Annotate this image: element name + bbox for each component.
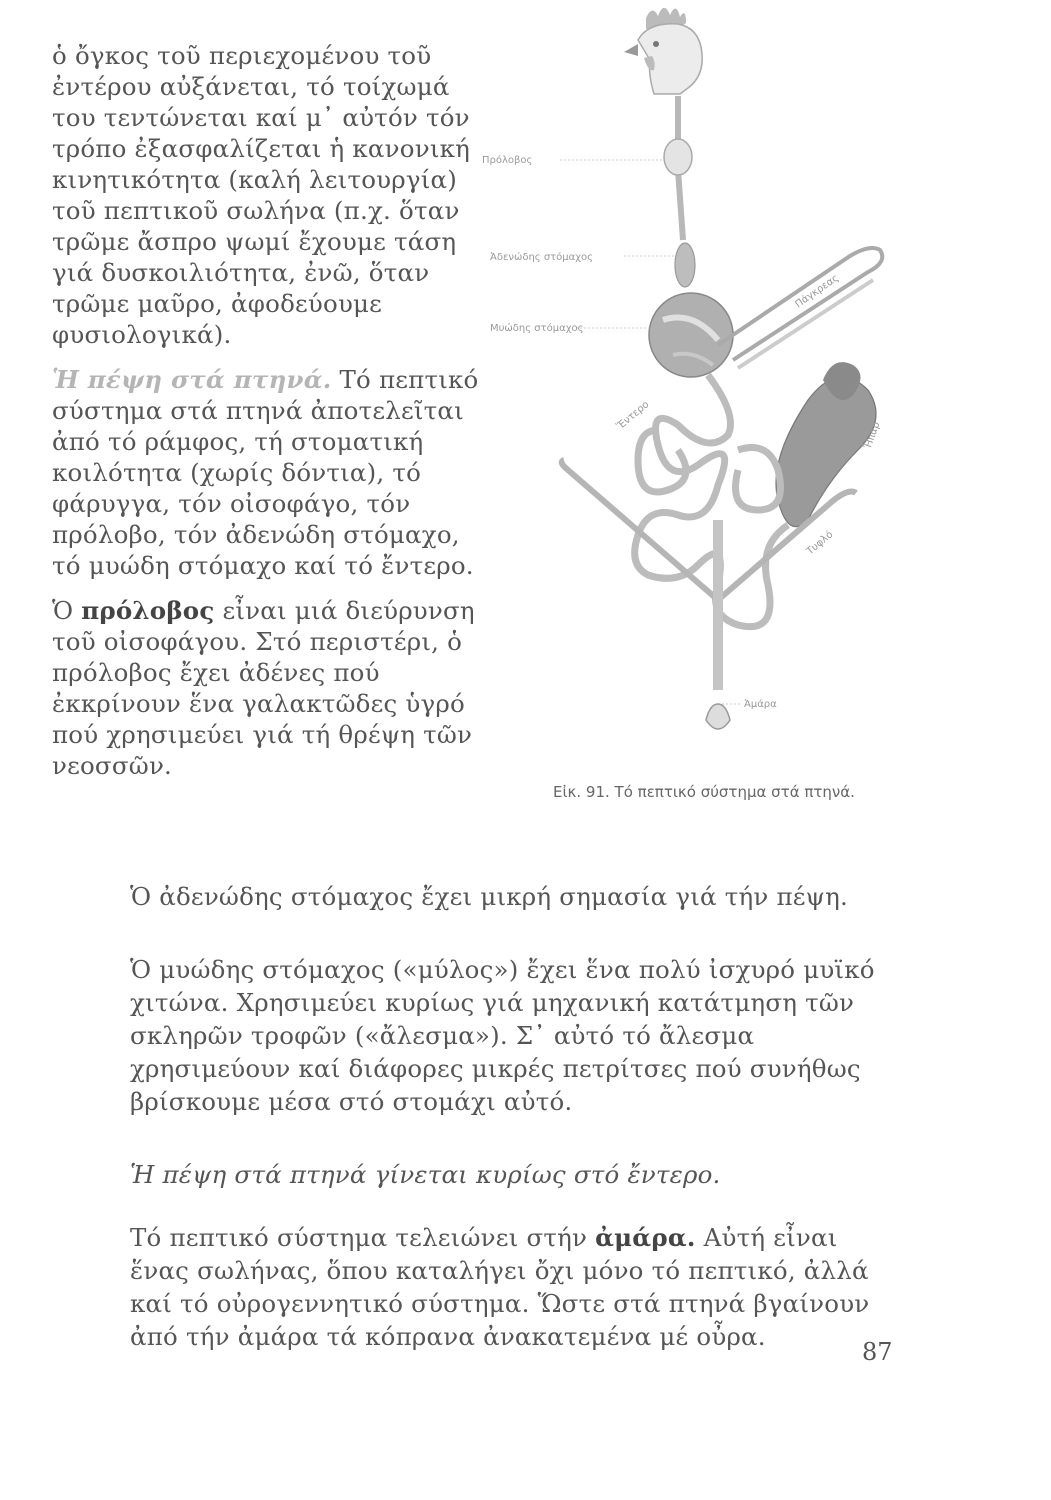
paragraph-crop-text: εἶναι μιά διεύρυνση τοῦ οἰσοφάγου. Στό περιστέρι, ὁ πρόλοβος ἔχει ἀδένες πού ἐκκρίνουν ἕνα γαλακτῶδες ὑγρό πού χρησιμεύει γιά τή θρέψη τῶν νεοσσῶν. [52, 596, 475, 780]
full-width-text [130, 880, 900, 1353]
label-cloaca: Ἀμάρα [744, 699, 777, 710]
left-column-text [52, 40, 492, 781]
crop-illustration [664, 139, 692, 175]
label-liver: Ἧπαρ [862, 420, 883, 452]
cloaca-illustration [706, 520, 730, 729]
chicken-head-illustration [624, 8, 702, 94]
term-cloaca: ἀμάρα. [595, 1223, 696, 1252]
paragraph-cloaca-prefix: Τό πεπτικό σύστημα τελειώνει στήν [130, 1223, 596, 1252]
digestive-system-figure [478, 0, 938, 780]
figure-caption: Εἰκ. 91. Τό πεπτικό σύστημα στά πτηνά. [553, 783, 855, 801]
label-proventriculus: Ἀδενώδης στόμαχος [490, 252, 594, 263]
gizzard-illustration [649, 293, 733, 377]
label-crop: Πρόλοβος [482, 155, 533, 166]
label-intestine: Ἔντερο [614, 399, 652, 433]
paragraph-crop [52, 595, 492, 781]
paragraph-cloaca-text: Αὐτή εἶναι ἕνας σωλήνας, ὅπου καταλήγει ὄχι μόνο τό πεπτικό, ἀλλά καί τό οὐρογεννητικό σύστημα. Ὥστε στά πτηνά βγαίνουν ἀπό τήν ἀμάρα τά κόπρανα ἀνακατεμένα μέ οὖρα. [130, 1223, 870, 1351]
paragraph-gizzard: Ὁ μυώδης στόμαχος («μύλος») ἔχει ἕνα πολύ ἰσχυρό μυϊκό χιτώνα. Χρησιμεύει κυρίως γιά μηχανική κατάτμηση τῶν σκληρῶν τροφῶν («ἄλεσμα»). Σ᾽ αὐτό τό ἄλεσμα χρησιμεύουν καί διάφορες μικρές πετρίτσες πού συνήθως βρίσκουμε μέσα στό στομάχι αὐτό. [130, 955, 875, 1116]
label-gizzard: Μυώδης στόμαχος [490, 323, 584, 334]
paragraph-proventriculus: Ὁ ἀδενώδης στόμαχος ἔχει μικρή σημασία γιά τήν πέψη. [130, 882, 848, 911]
label-pancreas: Πάγκρεας [793, 272, 841, 311]
section-heading-bird-digestion: Ἡ πέψη στά πτηνά. [52, 365, 332, 394]
paragraph-bird-digestion-text: Τό πεπτικό σύστημα στά πτηνά ἀποτελεῖται ἀπό τό ράμφος, τή στοματική κοιλότητα (χωρίς δόντια), τό φάρυγγα, τόν οἰσοφάγο, τόν πρόλοβο, τόν ἀδενώδη στόμαχο, τό μυώδη στόμαχο καί τό ἔντερο. [52, 365, 479, 580]
intestine-illustration [635, 375, 788, 627]
term-crop: πρόλοβος [81, 596, 215, 625]
proventriculus-illustration [675, 243, 695, 287]
paragraph-bird-digestion [52, 364, 492, 581]
paragraph-digestion-intestine: Ἡ πέψη στά πτηνά γίνεται κυρίως στό ἔντερο. [130, 1160, 721, 1189]
paragraph-intestine-content: ὁ ὄγκος τοῦ περιεχομένου τοῦ ἐντέρου αὐξάνεται, τό τοίχωμά του τεντώνεται καί μ᾽ αὐτόν τόν τρόπο ἐξασφαλίζεται ἡ κανονική κινητικότητα (καλή λειτουργία) τοῦ πεπτικοῦ σωλήνα (π.χ. ὅταν τρῶμε ἄσπρο ψωμί ἔχουμε τάση γιά δυσκοιλιότητα, ἐνῶ, ὅταν τρῶμε μαῦρο, ἀφοδεύουμε φυσιολογικά). [52, 41, 471, 349]
label-ceca: Τυφλό [804, 529, 836, 558]
liver-illustration [776, 362, 876, 527]
paragraph-cloaca [130, 1221, 900, 1353]
page-number: 87 [862, 1338, 893, 1366]
paragraph-crop-prefix: Ὁ [52, 596, 82, 625]
